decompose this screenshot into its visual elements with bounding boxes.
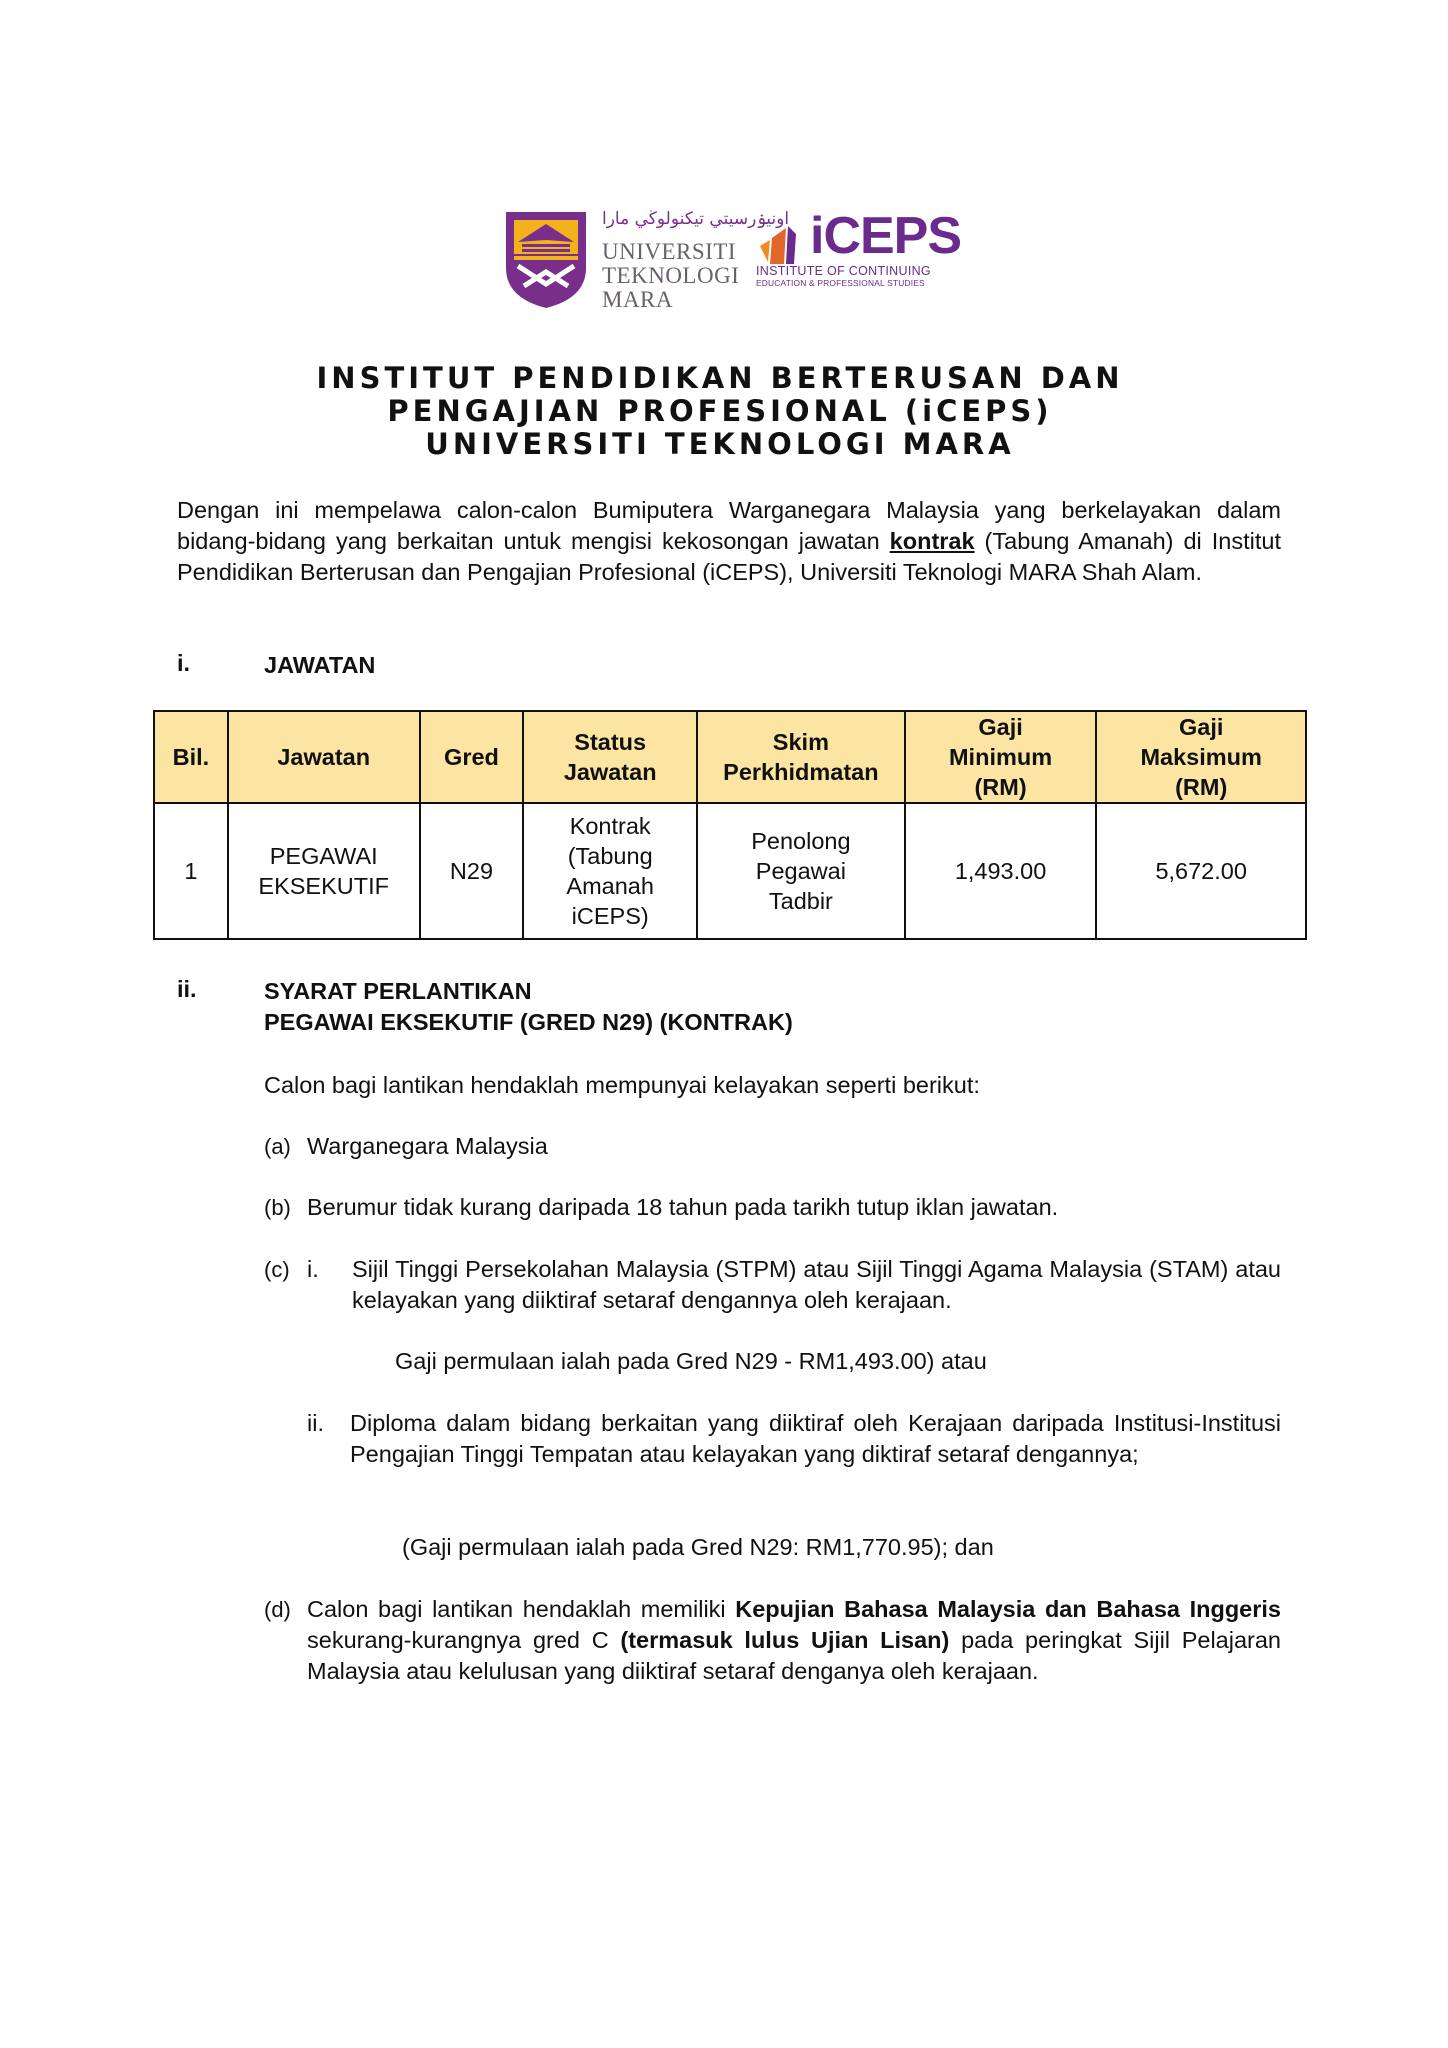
col-header-jawatan: Jawatan bbox=[228, 711, 420, 803]
header-line: Gaji bbox=[978, 714, 1023, 740]
requirement-d bbox=[307, 1594, 1281, 1687]
cell-skim bbox=[697, 803, 905, 939]
requirement-c-i-salary: Gaji permulaan ialah pada Gred N29 - RM1,493.00) atau bbox=[395, 1348, 987, 1374]
header-line: Perkhidmatan bbox=[723, 759, 879, 785]
sub-item-label: i. bbox=[307, 1256, 319, 1282]
header-line: Jawatan bbox=[563, 759, 657, 785]
heading-line: INSTITUT PENDIDIKAN BERTERUSAN DAN bbox=[316, 361, 1124, 395]
document-heading bbox=[160, 362, 1280, 461]
requirement-emphasis: Kepujian Bahasa Malaysia dan Bahasa Inggeris bbox=[735, 1596, 1281, 1622]
requirement-c-ii-salary: (Gaji permulaan ialah pada Gred N29: RM1,770.95); dan bbox=[402, 1534, 994, 1560]
heading-line: UNIVERSITI TEKNOLOGI MARA bbox=[425, 427, 1015, 461]
col-header-gred: Gred bbox=[420, 711, 524, 803]
requirement-c-i: Sijil Tinggi Persekolahan Malaysia (STPM) atau Sijil Tinggi Agama Malaysia (STAM) atau kelayakan yang diiktiraf setaraf dengannya oleh kerajaan. bbox=[352, 1256, 1281, 1313]
cell-gaji-max: 5,672.00 bbox=[1096, 803, 1306, 939]
logo-banner bbox=[504, 206, 964, 316]
item-label: (c) bbox=[264, 1257, 290, 1282]
uitm-name-line: TEKNOLOGI bbox=[602, 263, 740, 288]
header-line: Skim bbox=[772, 729, 829, 755]
header-line: Status bbox=[574, 729, 647, 755]
iceps-flame-logo bbox=[756, 220, 814, 268]
cell-line: (Tabung bbox=[567, 843, 653, 869]
cell-line: Penolong bbox=[751, 828, 851, 854]
requirement-a: Warganegara Malaysia bbox=[307, 1133, 548, 1159]
cell-line: PEGAWAI bbox=[269, 843, 378, 869]
cell-line: Kontrak bbox=[569, 813, 651, 839]
cell-jawatan bbox=[228, 803, 420, 939]
col-header-gaji-min bbox=[905, 711, 1097, 803]
requirement-b: Berumur tidak kurang daripada 18 tahun pada tarikh tutup iklan jawatan. bbox=[307, 1194, 1059, 1220]
item-label: (b) bbox=[264, 1195, 291, 1220]
requirements-lead: Calon bagi lantikan hendaklah mempunyai kelayakan seperti berikut: bbox=[264, 1072, 980, 1098]
section-title: SYARAT PERLANTIKAN bbox=[264, 978, 532, 1004]
position-table bbox=[153, 710, 1307, 940]
sub-item-label: ii. bbox=[307, 1410, 324, 1436]
header-line: (RM) bbox=[1175, 774, 1228, 800]
col-header-status bbox=[523, 711, 697, 803]
col-header-bil: Bil. bbox=[154, 711, 228, 803]
section-number: ii. bbox=[177, 976, 197, 1002]
col-header-skim bbox=[697, 711, 905, 803]
cell-line: iCEPS) bbox=[571, 903, 649, 929]
iceps-tagline: EDUCATION & PROFESSIONAL STUDIES bbox=[756, 278, 925, 288]
cell-gaji-min: 1,493.00 bbox=[905, 803, 1097, 939]
intro-emphasis: kontrak bbox=[889, 528, 975, 554]
cell-gred: N29 bbox=[420, 803, 524, 939]
item-label: (a) bbox=[264, 1134, 291, 1159]
section-number: i. bbox=[177, 650, 191, 676]
requirement-text: Calon bagi lantikan hendaklah memiliki bbox=[307, 1596, 736, 1622]
item-label: (d) bbox=[264, 1597, 291, 1622]
uitm-jawi-text: اونيۏرسيتي تيكنولوڬي مارا bbox=[602, 209, 790, 229]
header-line: (RM) bbox=[974, 774, 1027, 800]
cell-line: Tadbir bbox=[768, 888, 833, 914]
section-title: JAWATAN bbox=[264, 652, 376, 678]
col-header-gaji-max bbox=[1096, 711, 1306, 803]
uitm-name-line: UNIVERSITI bbox=[602, 239, 737, 264]
iceps-wordmark: iCEPS bbox=[810, 207, 962, 265]
cell-line: Amanah bbox=[566, 873, 654, 899]
intro-text: Dengan ini mempelawa calon-calon Bumiputera Warganegara Malaysia yang berkelayakan dalam bidang-bidang yang berkaitan untuk mengisi kekosongan jawatan bbox=[177, 497, 1281, 554]
header-line: Minimum bbox=[948, 744, 1053, 770]
iceps-tagline: INSTITUTE OF CONTINUING bbox=[756, 264, 931, 278]
table-row bbox=[154, 803, 1306, 939]
heading-line: PENGAJIAN PROFESIONAL (iCEPS) bbox=[387, 394, 1053, 428]
cell-line: EKSEKUTIF bbox=[258, 873, 389, 899]
header-line: Gaji bbox=[1178, 714, 1224, 740]
intro-text: (Tabung Amanah) di Institut Pendidikan Berterusan dan Pengajian Profesional (iCEPS), Universiti Teknologi MARA Shah Alam. bbox=[177, 528, 1281, 585]
cell-status bbox=[523, 803, 697, 939]
uitm-crest-logo bbox=[504, 210, 588, 310]
table-header-row bbox=[154, 711, 1306, 803]
cell-bil: 1 bbox=[154, 803, 228, 939]
cell-line: Pegawai bbox=[755, 858, 846, 884]
requirement-text: pada peringkat Sijil Pelajaran Malaysia atau kelulusan yang diiktiraf setaraf denganya oleh kerajaan. bbox=[307, 1627, 1282, 1684]
intro-paragraph bbox=[177, 495, 1281, 588]
header-line: Maksimum bbox=[1140, 744, 1262, 770]
uitm-name-line: MARA bbox=[602, 287, 674, 312]
section-subtitle: PEGAWAI EKSEKUTIF (GRED N29) (KONTRAK) bbox=[264, 1009, 793, 1035]
requirement-emphasis: (termasuk lulus Ujian Lisan) bbox=[620, 1627, 950, 1653]
requirement-text: sekurang-kurangnya gred C bbox=[307, 1627, 621, 1653]
requirement-c-ii: Diploma dalam bidang berkaitan yang diiktiraf oleh Kerajaan daripada Institusi-Institusi Pengajian Tinggi Tempatan atau kelayakan yang diktiraf setaraf dengannya; bbox=[350, 1410, 1281, 1467]
